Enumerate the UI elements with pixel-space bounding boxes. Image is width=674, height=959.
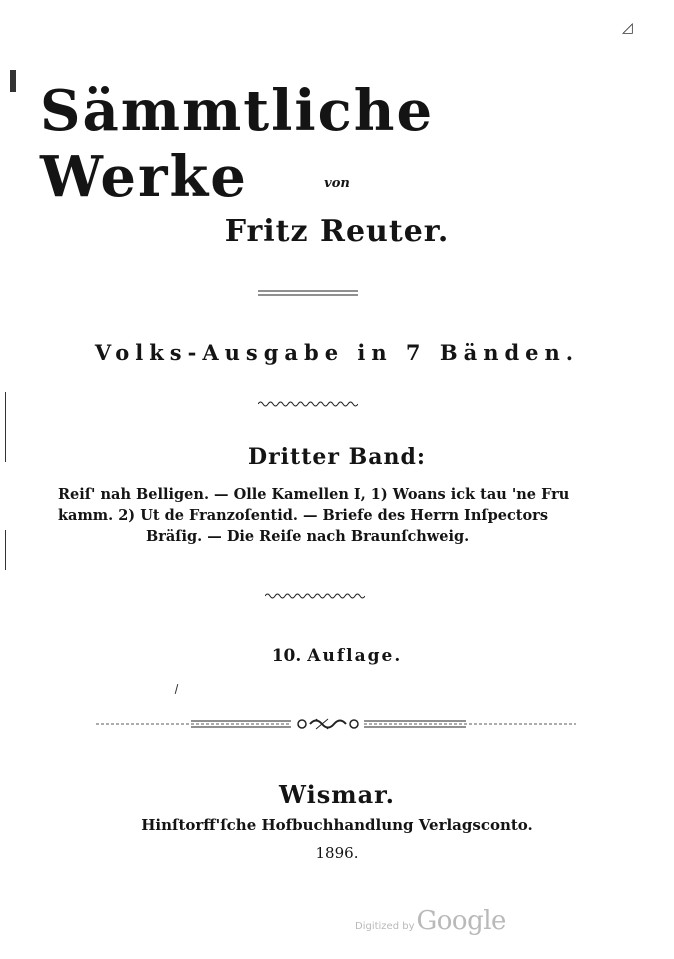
printing-line: [0, 646, 674, 666]
corner-mark: ◿: [622, 20, 633, 36]
margin-line: [5, 530, 6, 570]
by-line: von: [324, 176, 350, 191]
google-digitized-watermark: [355, 906, 506, 936]
main-title: Sämmtliche Werke: [40, 78, 435, 210]
wavy-divider: [265, 592, 365, 600]
contents-list: [58, 484, 568, 547]
watermark-small-text: Digitized by: [355, 921, 415, 932]
contents-line-2: kamm. 2) Ut de Franzoſentid. — Briefe des Herrn Inſpectors: [58, 507, 548, 524]
printing-word: Auflage.: [307, 646, 403, 666]
wavy-divider: [258, 400, 358, 408]
contents-line-1: Reiſ' nah Belligen. — Olle Kamellen I, 1) Woans ick tau 'ne Fru: [58, 486, 570, 503]
publisher-name: Hinſtorff'ſche Hofbuchhandlung Verlagsconto.: [141, 816, 533, 834]
watermark-logo-text: Google: [416, 906, 506, 936]
printing-number: 10.: [271, 646, 302, 666]
stray-mark: [175, 684, 179, 694]
publication-year: 1896.: [315, 844, 359, 862]
author-name: Fritz Reuter.: [224, 214, 450, 249]
publication-place: Wismar.: [279, 780, 395, 809]
volume-heading: Dritter Band:: [248, 444, 426, 470]
edition-line: Volks-Ausgabe in 7 Bänden.: [94, 340, 580, 365]
contents-line-3: Bräſig. — Die Reiſe nach Braunſchweig.: [146, 528, 470, 545]
double-rule-divider: [258, 290, 358, 296]
margin-mark: [10, 70, 16, 92]
ornamental-divider: [96, 714, 576, 734]
